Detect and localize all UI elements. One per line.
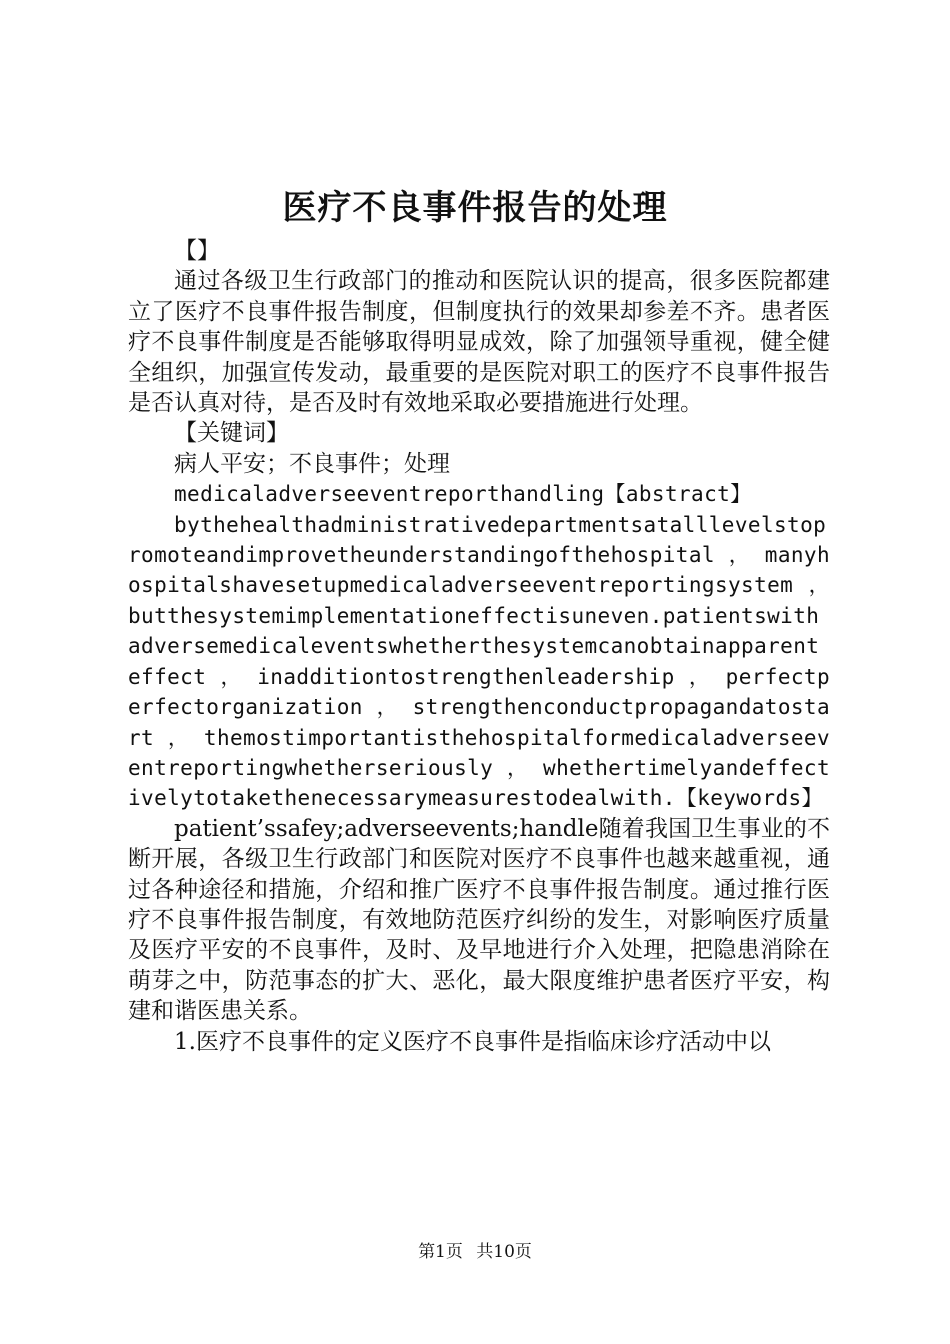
document-body: [128, 236, 830, 1057]
page-number: 第1页: [418, 1242, 463, 1262]
english-title-line: medicaladverseeventreporthandling【abstract】: [174, 482, 752, 507]
section-1-paragraph: 1.医疗不良事件的定义医疗不良事件是指临床诊疗活动中以: [174, 1028, 771, 1055]
intro-paragraph: patient’ssafey;adverseevents;handle随着我国卫生事业的不断开展，各级卫生行政部门和医院对医疗不良事件也越来越重视，通过各种途径和措施，介绍和推广医疗不良事件报告制度。通过推行医疗不良事件报告制度，有效地防范医疗纠纷的发生，对影响医疗质量及医疗平安的不良事件，及时、及早地进行介入处理，把隐患消除在萌芽之中，防范事态的扩大、恶化，最大限度维护患者医疗平安，构建和谐医患关系。: [128, 815, 830, 1025]
keywords-label: 【关键词】: [174, 420, 289, 447]
abstract-cn-paragraph: 通过各级卫生行政部门的推动和医院认识的提高，很多医院都建立了医疗不良事件报告制度，但制度执行的效果却参差不齐。患者医疗不良事件制度是否能够取得明显成效，除了加强领导重视，健全健全组织，加强宣传发动，最重要的是医院对职工的医疗不良事件报告是否认真对待，是否及时有效地采取必要措施进行处理。: [128, 268, 830, 417]
page-footer: [0, 1240, 950, 1264]
abstract-en-paragraph: bythehealthadministrativedepartmentsatalllevelstopromoteandimprovetheunderstandingofthehospital ， manyhospitalshavesetupmedicaladverseeventreportingsystem ， butthesystemimplementationeffectisuneven.patientswithadversemedicaleventswhetherthesystemcanobtainapparenteffect ， inadditiontostrengthenleadership ， perfectperfectorganization ， strengthenconductpropagandatostart ， themostimportantisthehospitalformedicaladverseeventreportingwhetherseriously ， whethertimelyandeffectivelytotakethenecessarymeasurestodealwith.【keywords】: [128, 512, 830, 811]
document-title: 医疗不良事件报告的处理: [282, 188, 668, 228]
keywords-cn: 病人平安；不良事件；处理: [174, 450, 450, 477]
page-total: 共10页: [476, 1242, 532, 1262]
abstract-label: 【】: [174, 238, 220, 264]
